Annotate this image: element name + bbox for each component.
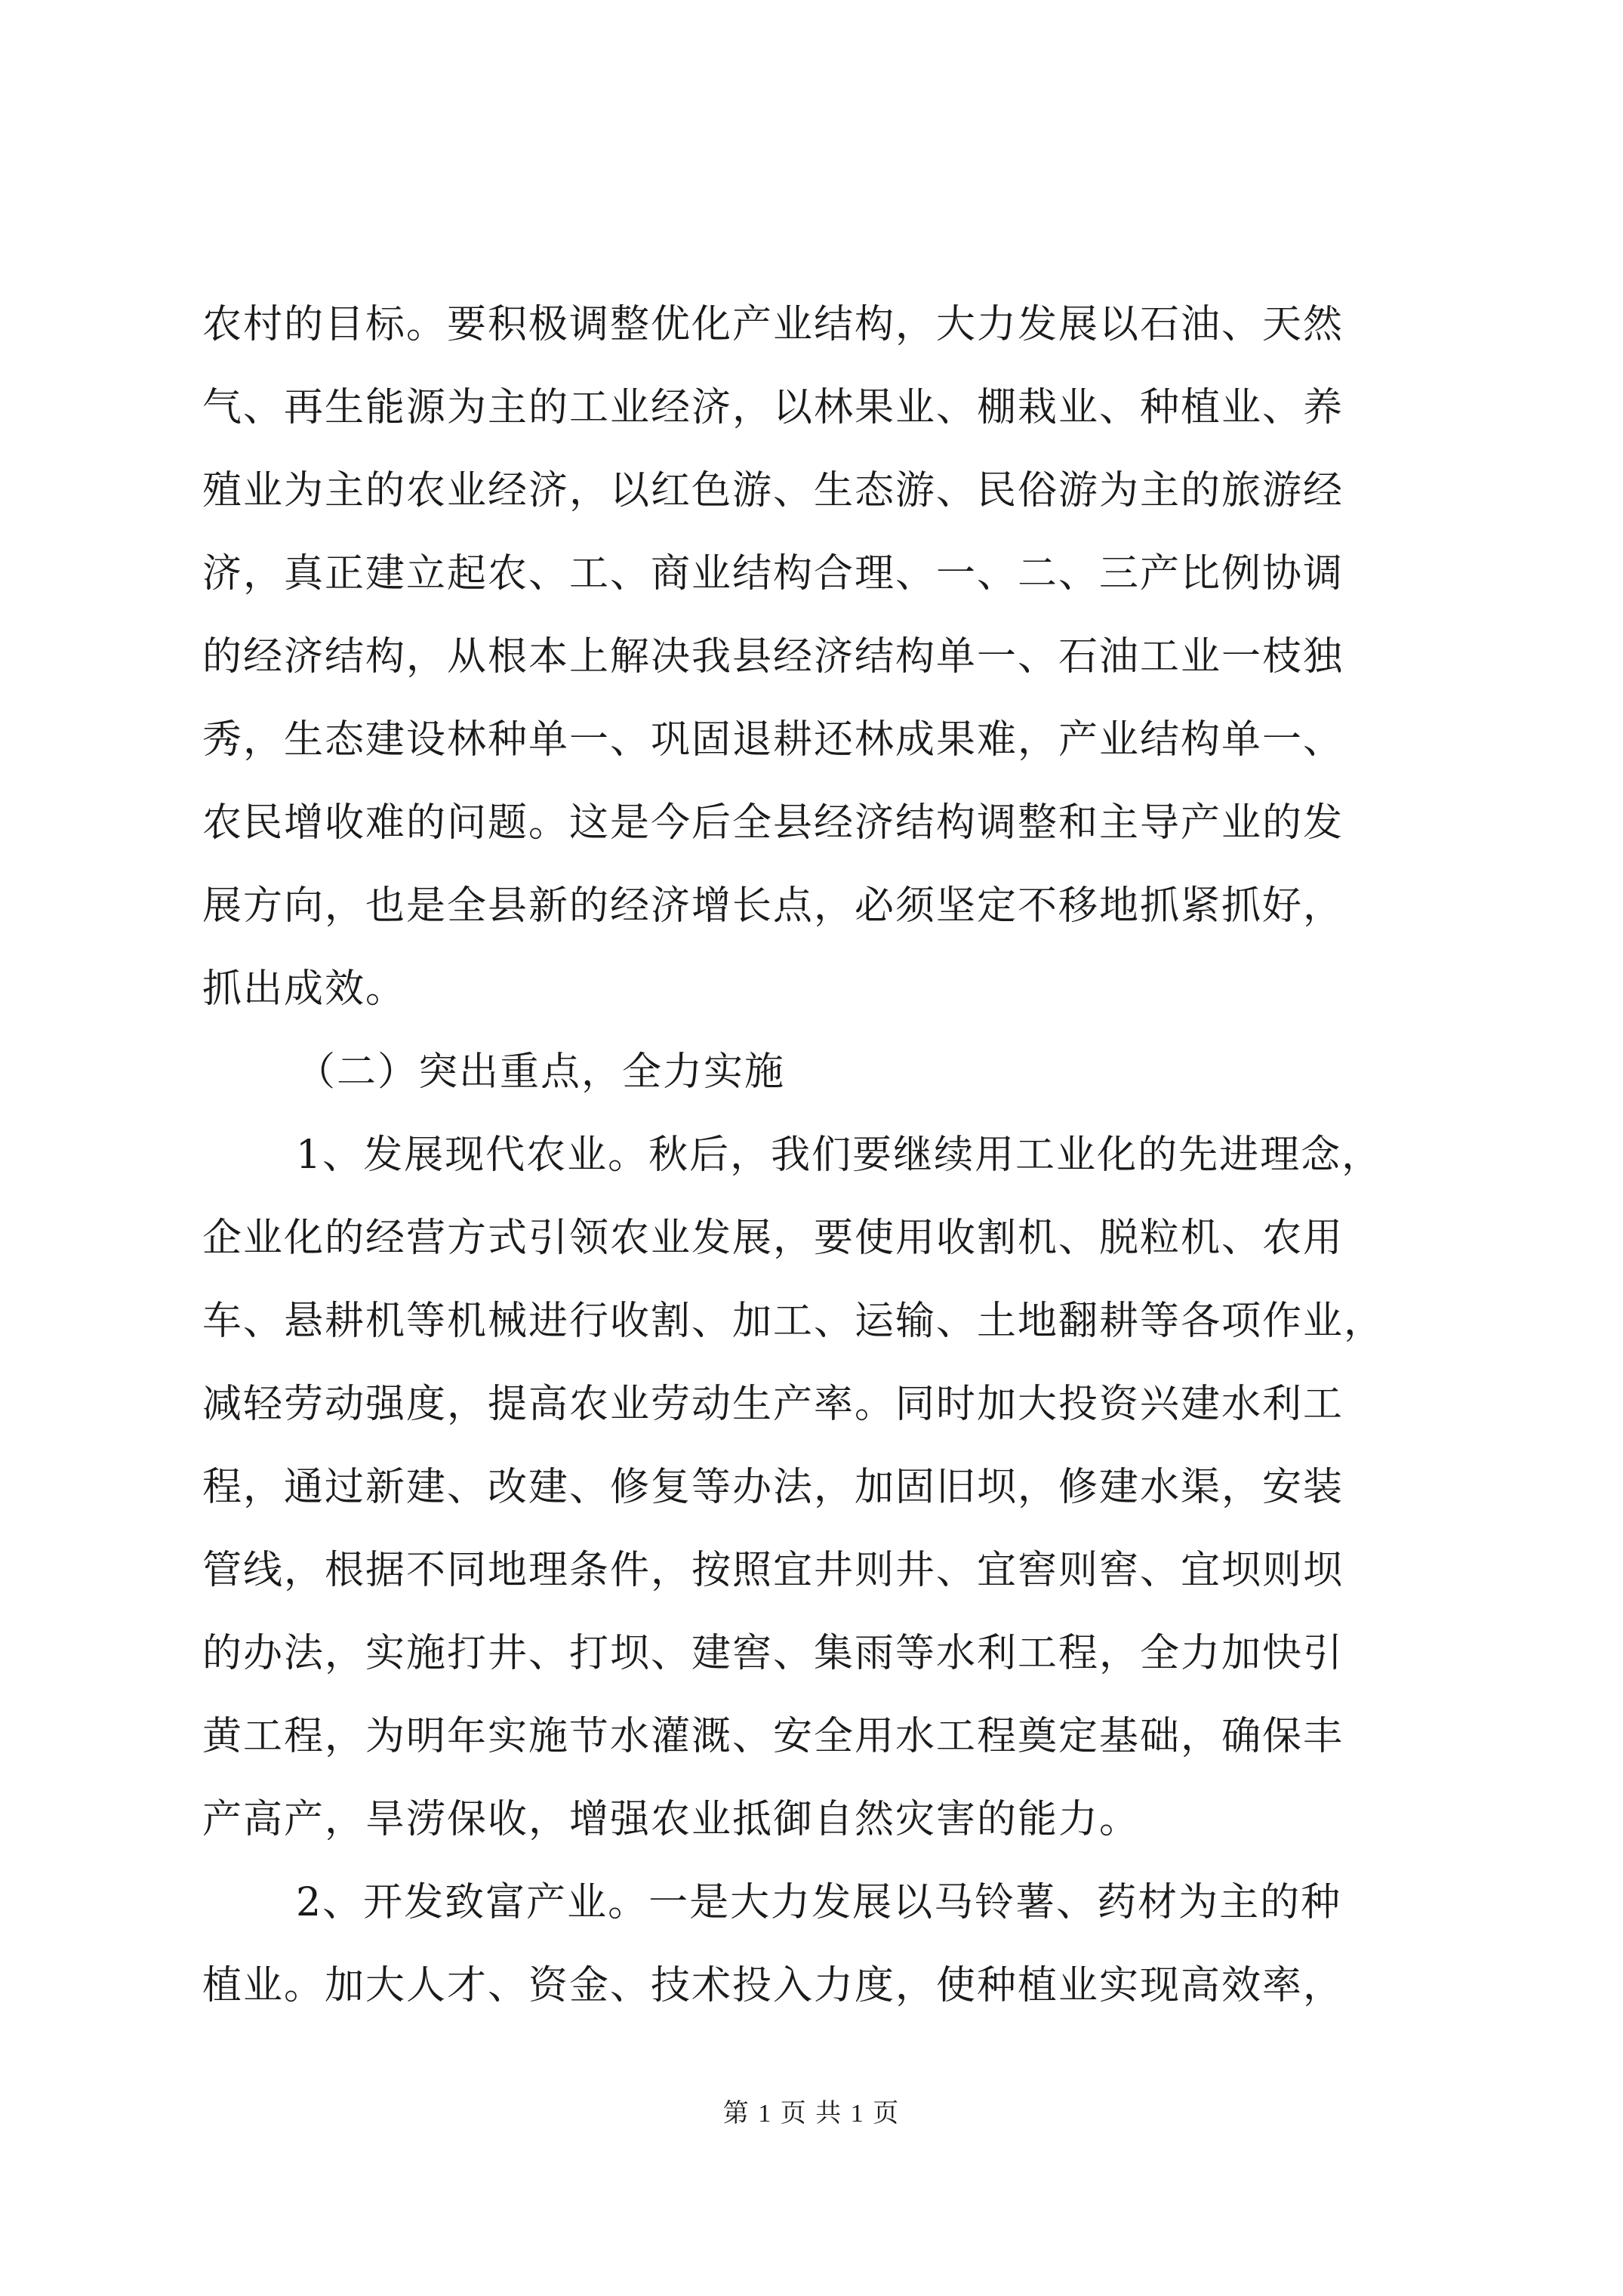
text-line: 减轻劳动强度，提高农业劳动生产率。同时加大投资兴建水利工 [202, 1382, 1344, 1427]
text-line: 抓出成效。 [202, 966, 407, 1012]
text-line: 农村的目标。要积极调整优化产业结构，大力发展以石油、天然 [202, 302, 1344, 347]
text-line: 黄工程，为明年实施节水灌溉、安全用水工程奠定基础，确保丰 [202, 1714, 1344, 1759]
text-line: 程，通过新建、改建、修复等办法，加固旧坝，修建水渠，安装 [202, 1465, 1344, 1510]
text-line: 的办法，实施打井、打坝、建窖、集雨等水利工程，全力加快引 [202, 1631, 1344, 1676]
section-heading: （二）突出重点，全力实施 [296, 1049, 786, 1095]
text-line: 管线，根据不同地理条件，按照宜井则井、宜窖则窖、宜坝则坝 [202, 1548, 1344, 1593]
text-line: 植业。加大人才、资金、技术投入力度，使种植业实现高效率， [202, 1963, 1344, 2008]
text-line: 2、开发致富产业。一是大力发展以马铃薯、药材为主的种 [296, 1880, 1342, 1925]
text-line: 展方向，也是全县新的经济增长点，必须坚定不移地抓紧抓好， [202, 883, 1344, 929]
text-line: 秀，生态建设林种单一、巩固退耕还林成果难，产业结构单一、 [202, 717, 1344, 763]
text-line: 车、悬耕机等机械进行收割、加工、运输、土地翻耕等各项作业， [202, 1299, 1385, 1344]
text-line: 气、再生能源为主的工业经济，以林果业、棚栽业、种植业、养 [202, 385, 1344, 430]
text-line: 的经济结构，从根本上解决我县经济结构单一、石油工业一枝独 [202, 634, 1344, 680]
text-line: 1、发展现代农业。秋后，我们要继续用工业化的先进理念， [296, 1133, 1383, 1178]
text-line: 企业化的经营方式引领农业发展，要使用收割机、脱粒机、农用 [202, 1216, 1344, 1261]
text-line: 产高产，旱涝保收，增强农业抵御自然灾害的能力。 [202, 1797, 1141, 1842]
text-line: 济，真正建立起农、工、商业结构合理、一、二、三产比例协调 [202, 551, 1344, 596]
page-number-footer: 第 1 页 共 1 页 [722, 2100, 901, 2128]
text-line: 殖业为主的农业经济，以红色游、生态游、民俗游为主的旅游经 [202, 468, 1344, 513]
text-line: 农民增收难的问题。这是今后全县经济结构调整和主导产业的发 [202, 800, 1344, 846]
